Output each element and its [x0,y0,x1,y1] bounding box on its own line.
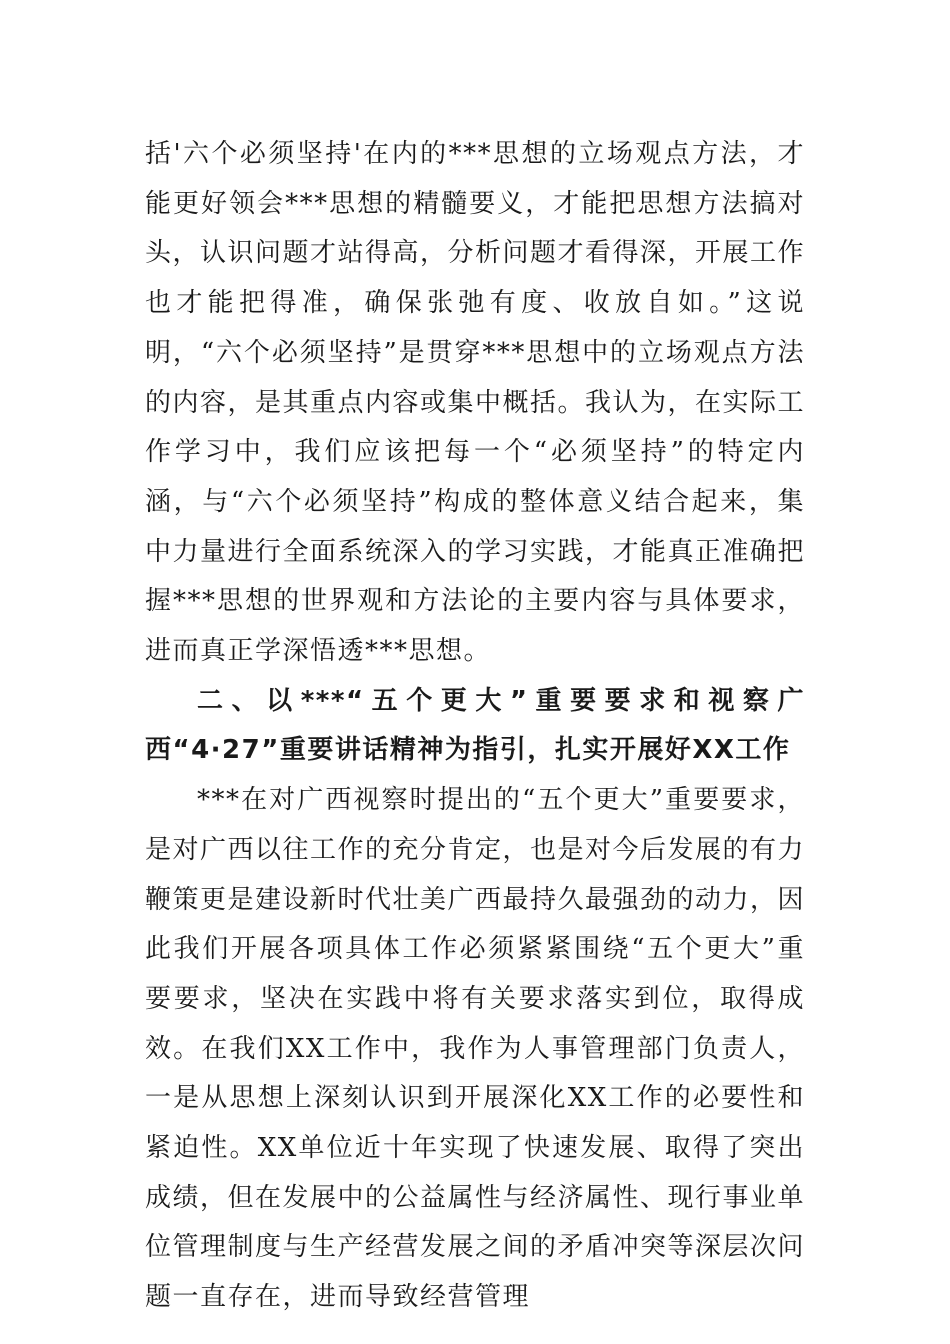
section-paragraph: ***在对广西视察时提出的“五个更大”重要要求，是对广西以往工作的充分肯定，也是对今后发展的有力鞭策更是建设新时代壮美广西最持久最强劲的动力，因此我们开展各项具体工作必须紧紧围绕“五个更大”重要要求，坚决在实践中将有关要求落实到位，取得成效。在我们XX工作中，我作为人事管理部门负责人，一是从思想上深刻认识到开展深化XX工作的必要性和紧迫性。XX单位近十年实现了快速发展、取得了突出成绩，但在发展中的公益属性与经济属性、现行事业单位管理制度与生产经营发展之间的矛盾冲突等深层次问题一直存在，进而导致经营管理 [145,785,806,1313]
section-heading: 二、以***“五个更大”重要要求和视察广西“4·27”重要讲话精神为指引，扎实开展好XX工作 [145,685,805,766]
document-body [145,130,805,1323]
paragraph-continuation: 括'六个必须坚持'在内的***思想的立场观点方法，才能更好领会***思想的精髓要义，才能把思想方法搞对头，认识问题才站得高，分析问题才看得深，开展工作也才能把得准，确保张弛有度、收放自如。”这说明，“六个必须坚持”是贯穿***思想中的立场观点方法的内容，是其重点内容或集中概括。我认为，在实际工作学习中，我们应该把每一个“必须坚持”的特定内涵，与“六个必须坚持”构成的整体意义结合起来，集中力量进行全面系统深入的学习实践，才能真正准确把握***思想的世界观和方法论的主要内容与具体要求，进而真正学深悟透***思想。 [145,139,806,667]
